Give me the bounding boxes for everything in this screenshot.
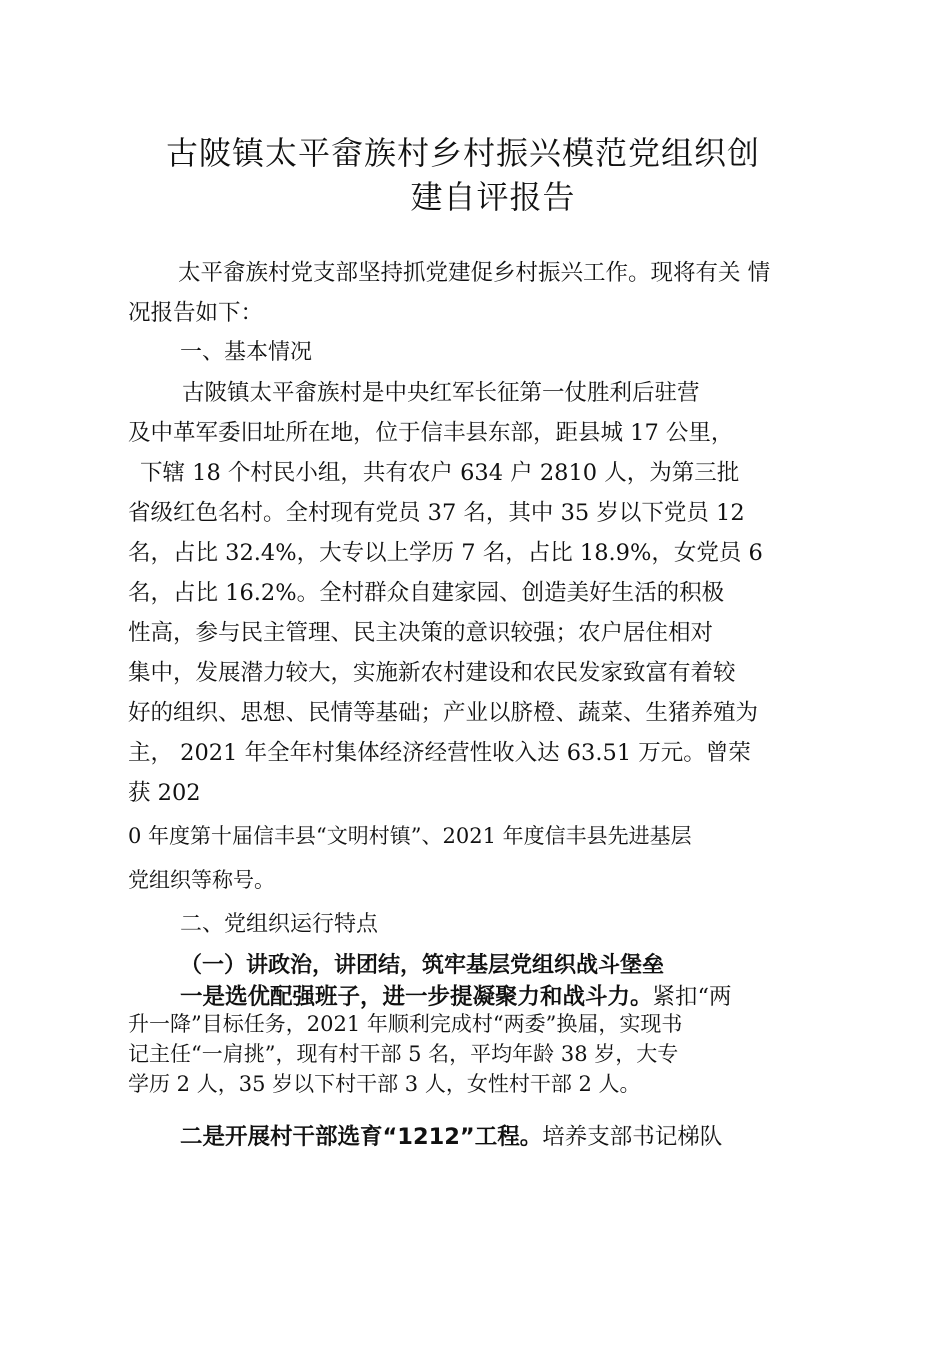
section-2-heading: 二、党组织运行特点 — [180, 912, 379, 937]
subsection-1-heading: （一）讲政治，讲团结，筑牢基层党组织战斗堡垒 — [180, 952, 665, 978]
section-1-line-11: 获 202 — [128, 780, 201, 806]
point-2-first-line — [180, 1126, 722, 1149]
section-1-line-4: 省级红色名村。全村现有党员 37 名，其中 35 岁以下党员 12 — [128, 500, 745, 526]
section-1-line-6: 名，占比 16.2%。全村群众自建家园、创造美好生活的积极 — [128, 580, 725, 606]
point-1-text: 紧扣“两 — [652, 984, 732, 1010]
section-1-line-3: 下辖 18 个村民小组，共有农户 634 户 2810 人，为第三批 — [140, 460, 740, 486]
section-1-tail-line-2: 党组织等称号。 — [128, 868, 275, 892]
section-1-line-10: 主， 2021 年全年村集体经济经营性收入达 63.51 万元。曾荣 — [128, 740, 751, 766]
document-title-line-1: 古陂镇太平畲族村乡村振兴模范党组织创 — [165, 134, 760, 172]
document-title-line-2: 建自评报告 — [410, 178, 576, 216]
point-1-bold-lead: 一是选优配强班子，进一步提凝聚力和战斗力。 — [180, 984, 653, 1010]
point-2-text: 培养支部书记梯队 — [542, 1124, 723, 1150]
section-1-line-7: 性高，参与民主管理、民主决策的意识较强；农户居住相对 — [128, 620, 714, 646]
point-1-line-2: 升一降”目标任务，2021 年顺利完成村“两委”换届，实现书 — [128, 1012, 683, 1036]
section-1-line-9: 好的组织、思想、民情等基础；产业以脐橙、蔬菜、生猪养殖为 — [128, 700, 759, 726]
section-1-line-1: 古陂镇太平畲族村是中央红军长征第一仗胜利后驻营 — [182, 380, 700, 406]
intro-line-2: 况报告如下： — [128, 300, 264, 326]
point-2-bold-lead: 二是开展村干部选育“1212”工程。 — [180, 1124, 543, 1150]
intro-line-1: 太平畲族村党支部坚持抓党建促乡村振兴工作。现将有关 情 — [178, 260, 771, 286]
point-1-line-4: 学历 2 人，35 岁以下村干部 3 人，女性村干部 2 人。 — [128, 1072, 641, 1096]
section-1-line-2: 及中革军委旧址所在地，位于信丰县东部，距县城 17 公里， — [128, 420, 734, 446]
section-1-heading: 一、基本情况 — [180, 340, 313, 365]
section-1-line-8: 集中，发展潜力较大，实施新农村建设和农民发家致富有着较 — [128, 660, 736, 686]
point-1-first-line — [180, 986, 732, 1009]
section-1-tail-line-1: 0 年度第十届信丰县“文明村镇”、2021 年度信丰县先进基层 — [128, 824, 692, 848]
point-1-line-3: 记主任“一肩挑”，现有村干部 5 名，平均年龄 38 岁，大专 — [128, 1042, 679, 1066]
section-1-line-5: 名，占比 32.4%，大专以上学历 7 名，占比 18.9%，女党员 6 — [128, 540, 763, 566]
